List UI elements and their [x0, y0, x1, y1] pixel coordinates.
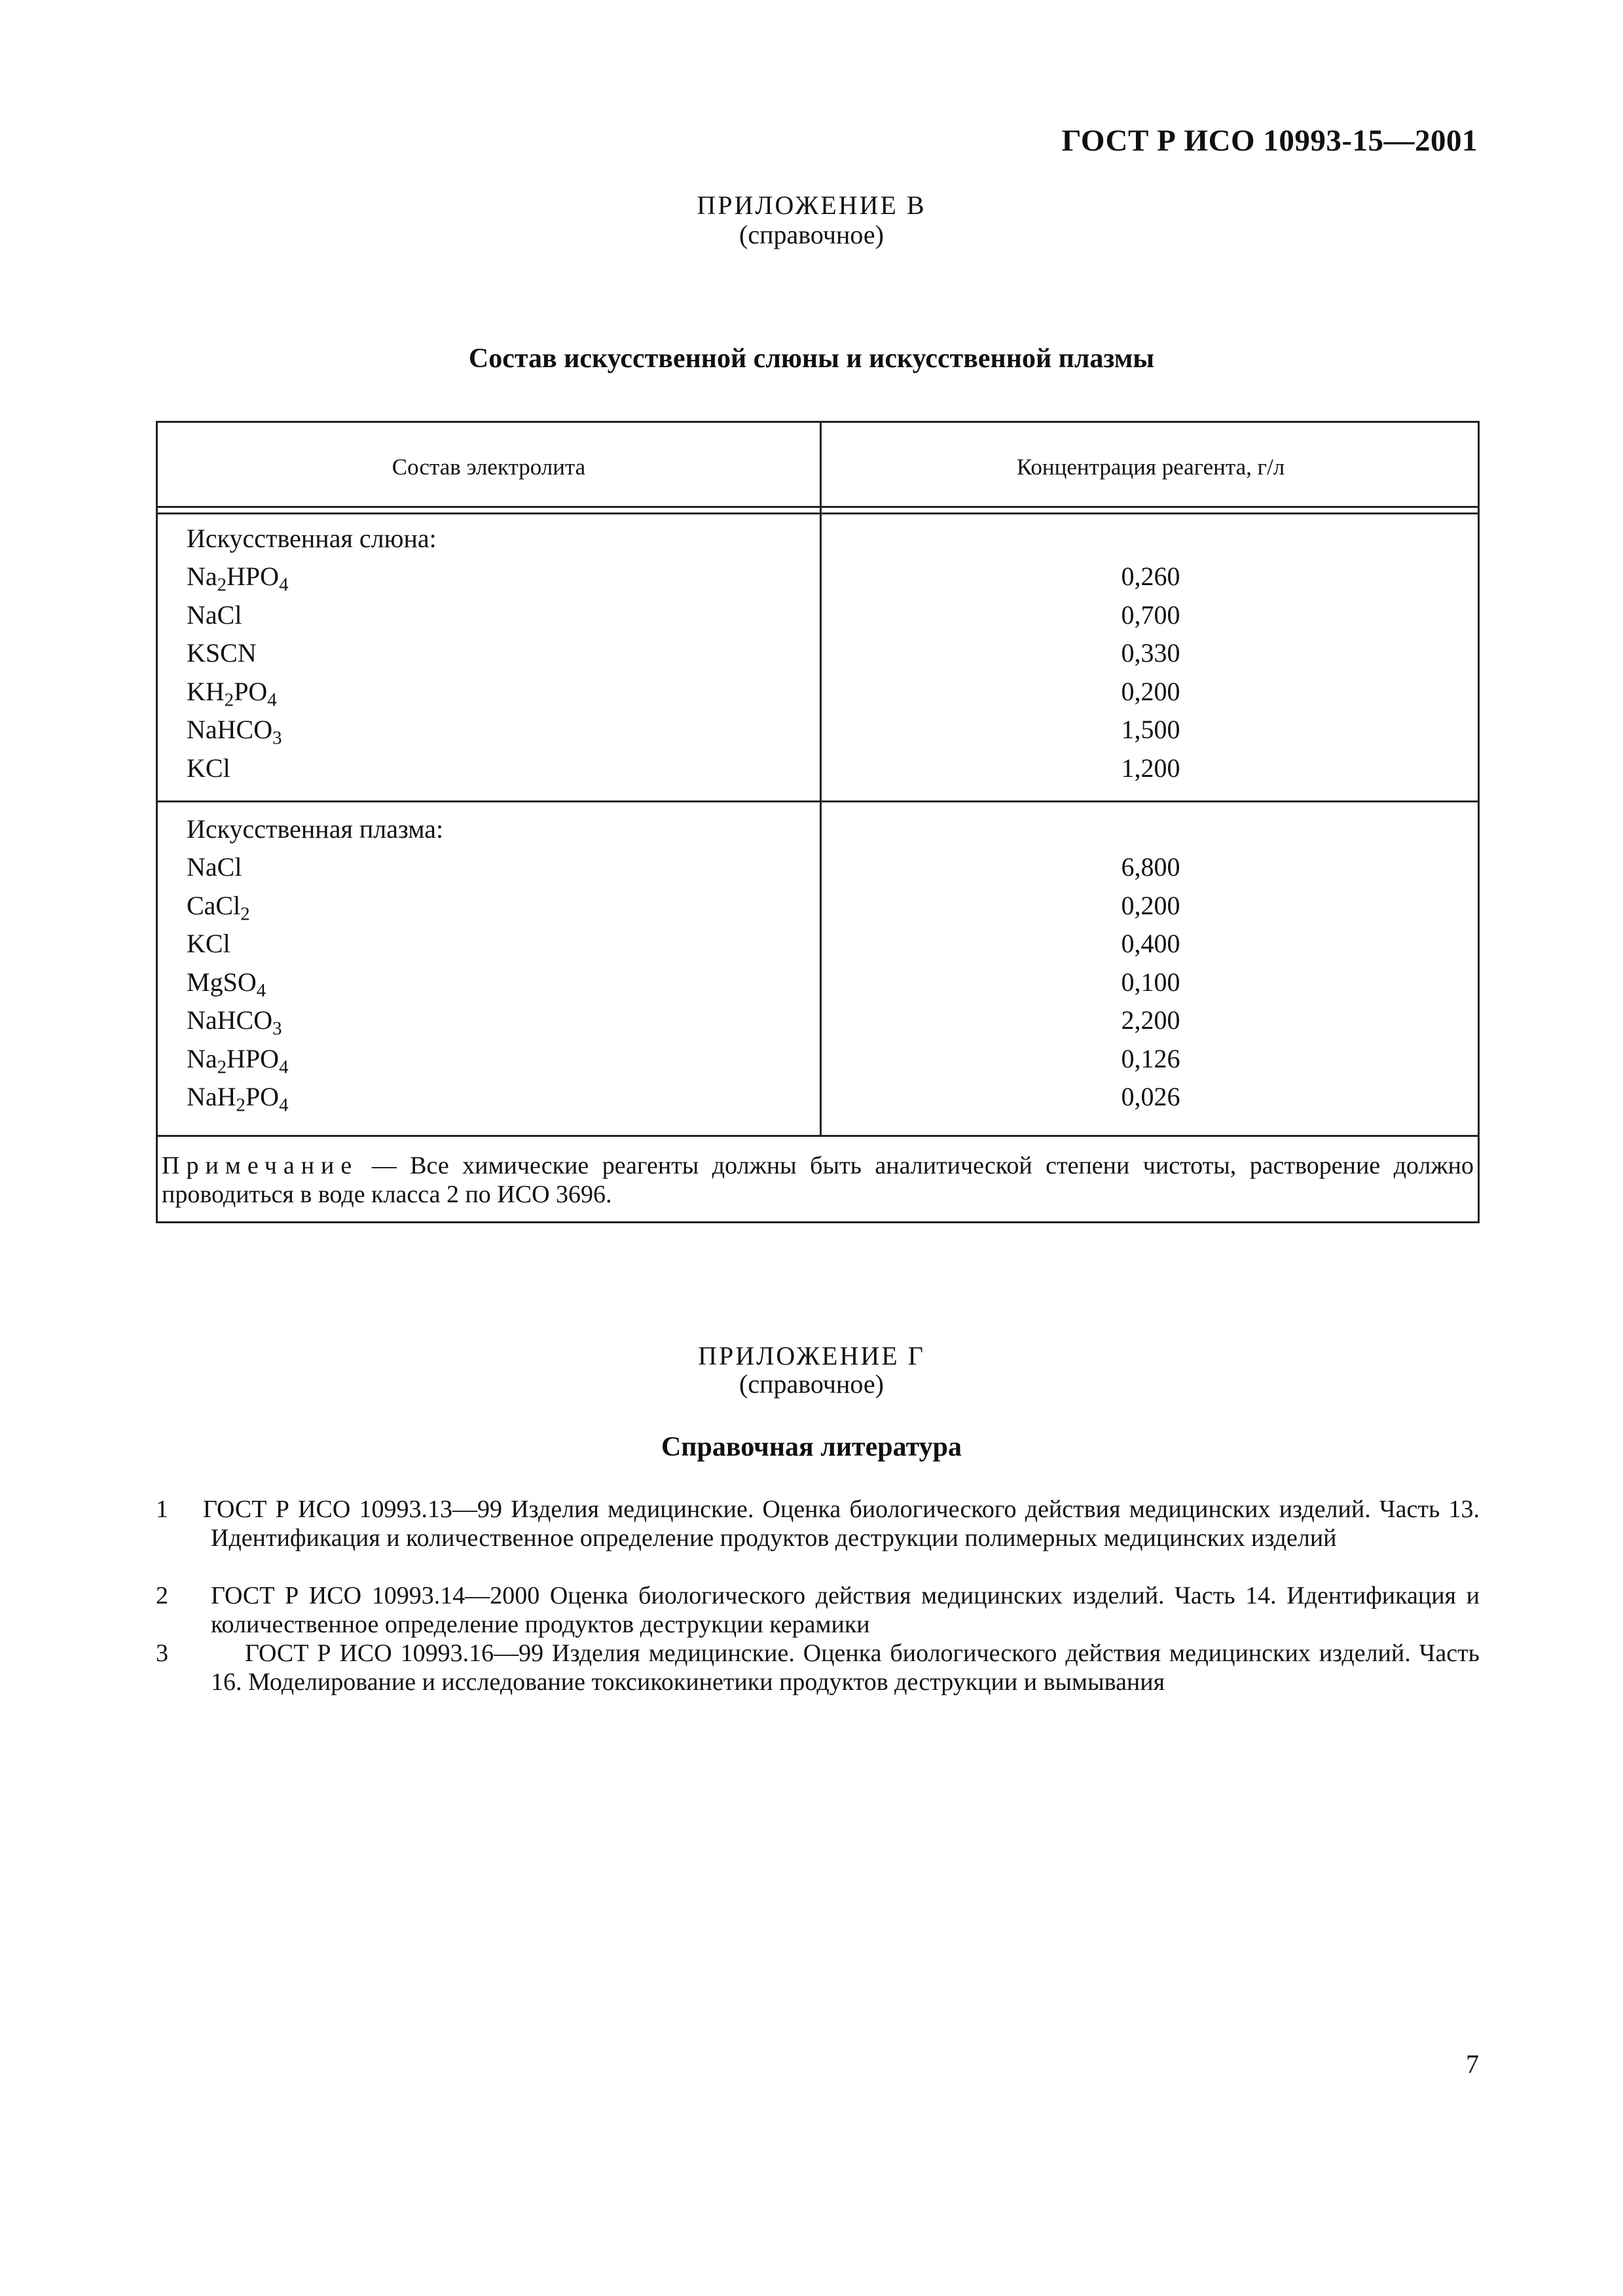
saliva-formulas — [187, 558, 288, 787]
formula-cell — [187, 634, 288, 673]
group-label-saliva: Искусственная слюна: — [187, 524, 437, 553]
concentration-value: 6,800 — [1121, 852, 1180, 882]
formula-part: NaCl — [187, 852, 242, 882]
formula-part: HPO — [227, 1043, 280, 1073]
header-rule — [158, 506, 1478, 508]
formula-part: MgSO — [187, 967, 257, 997]
concentration-value: 0,260 — [1121, 562, 1180, 591]
formula-part: NaH — [187, 1082, 236, 1111]
appendix-v-title: ПРИЛОЖЕНИЕ В — [697, 190, 926, 220]
formula-subscript: 4 — [279, 1056, 289, 1078]
concentration-value: 1,200 — [1121, 753, 1180, 783]
note-label: Примечание — [162, 1152, 359, 1179]
formula-cell — [187, 848, 288, 887]
formula-cell — [187, 1040, 288, 1079]
formula-cell — [187, 925, 288, 963]
saliva-values — [822, 558, 1480, 787]
formula-part: CaCl — [187, 890, 241, 920]
formula-cell — [187, 1001, 288, 1040]
concentration-value: 0,026 — [1121, 1082, 1180, 1111]
reference-number: 2 — [156, 1582, 168, 1609]
page-number: 7 — [1466, 2049, 1479, 2079]
reference-item — [211, 1581, 1480, 1639]
formula-cell — [187, 963, 288, 1002]
concentration-value: 1,500 — [1121, 715, 1180, 744]
column-header-electrolyte: Состав электролита — [392, 454, 586, 480]
appendix-g-title: ПРИЛОЖЕНИЕ Г — [698, 1341, 925, 1371]
table-note — [162, 1151, 1474, 1209]
column-header-concentration: Концентрация реагента, г/л — [1016, 454, 1285, 480]
header-rule-double — [158, 512, 1478, 514]
formula-cell — [187, 596, 288, 635]
formula-subscript: 2 — [236, 1094, 246, 1116]
appendix-v-subtitle: (справочное) — [739, 220, 884, 249]
concentration-value: 0,700 — [1121, 600, 1180, 630]
formula-part: KCl — [187, 753, 230, 783]
reference-text: ГОСТ Р ИСО 10993.14—2000 Оценка биологического действия медицинских изделий. Часть 14. Идентификация и количественное определение продуктов деструкции керамики — [211, 1582, 1480, 1638]
formula-part: PO — [245, 1082, 280, 1111]
concentration-value: 0,400 — [1121, 929, 1180, 958]
concentration-value: 0,330 — [1121, 638, 1180, 668]
formula-subscript: 4 — [256, 980, 266, 1001]
formula-subscript: 4 — [267, 689, 277, 711]
note-text: — Все химические реагенты должны быть аналитической степени чистоты, растворение должно проводиться в воде класса 2 по ИСО 3696. — [162, 1152, 1474, 1208]
formula-subscript: 2 — [217, 1056, 227, 1078]
concentration-value: 0,200 — [1121, 676, 1180, 706]
formula-part: PO — [234, 676, 268, 706]
formula-part: NaCl — [187, 600, 242, 630]
reference-number: 3 — [156, 1640, 168, 1667]
formula-part: HPO — [227, 562, 280, 591]
formula-subscript: 4 — [279, 1094, 289, 1116]
formula-part: KCl — [187, 929, 230, 958]
formula-subscript: 2 — [217, 574, 227, 596]
appendix-g-subtitle: (справочное) — [739, 1369, 884, 1399]
group-divider — [158, 800, 1478, 802]
formula-part: Na — [187, 562, 217, 591]
reference-number: 1 — [156, 1496, 168, 1523]
concentration-value: 0,100 — [1121, 967, 1180, 997]
formula-part: Na — [187, 1043, 217, 1073]
appendix-v-heading: Состав искусственной слюны и искусственной плазмы — [468, 344, 1155, 374]
concentration-value: 0,200 — [1121, 890, 1180, 920]
formula-part: KSCN — [187, 638, 257, 668]
formula-subscript: 3 — [272, 1018, 282, 1039]
group-label-plasma: Искусственная плазма: — [187, 814, 444, 844]
note-divider — [158, 1135, 1478, 1137]
concentration-value: 2,200 — [1121, 1005, 1180, 1035]
formula-cell — [187, 558, 288, 596]
formula-subscript: 3 — [272, 727, 282, 749]
reference-item — [211, 1639, 1480, 1696]
concentration-value: 0,126 — [1121, 1043, 1180, 1073]
formula-cell — [187, 1078, 288, 1117]
plasma-formulas — [187, 848, 288, 1117]
formula-cell — [187, 711, 288, 749]
formula-subscript: 2 — [240, 903, 250, 925]
formula-cell — [187, 749, 288, 788]
formula-subscript: 2 — [224, 689, 234, 711]
formula-part: KH — [187, 676, 225, 706]
composition-table — [156, 421, 1480, 1223]
reference-text: ГОСТ Р ИСО 10993.13—99 Изделия медицинские. Оценка биологического действия медицинских изделий. Часть 13. Идентификация и количественное определение продуктов деструкции полимерных медицинских изделий — [203, 1496, 1480, 1552]
reference-text: ГОСТ Р ИСО 10993.16—99 Изделия медицинские. Оценка биологического действия медицинских изделий. Часть 16. Моделирование и исследование токсикокинетики продуктов деструкции и вымывания — [211, 1640, 1480, 1696]
formula-cell — [187, 673, 288, 711]
formula-subscript: 4 — [279, 574, 289, 596]
formula-part: NaHCO — [187, 715, 273, 744]
formula-cell — [187, 887, 288, 925]
document-code: ГОСТ Р ИСО 10993-15—2001 — [1061, 124, 1478, 158]
plasma-values — [822, 848, 1480, 1117]
reference-item — [203, 1495, 1480, 1552]
formula-part: NaHCO — [187, 1005, 273, 1035]
appendix-g-heading: Справочная литература — [661, 1432, 962, 1462]
